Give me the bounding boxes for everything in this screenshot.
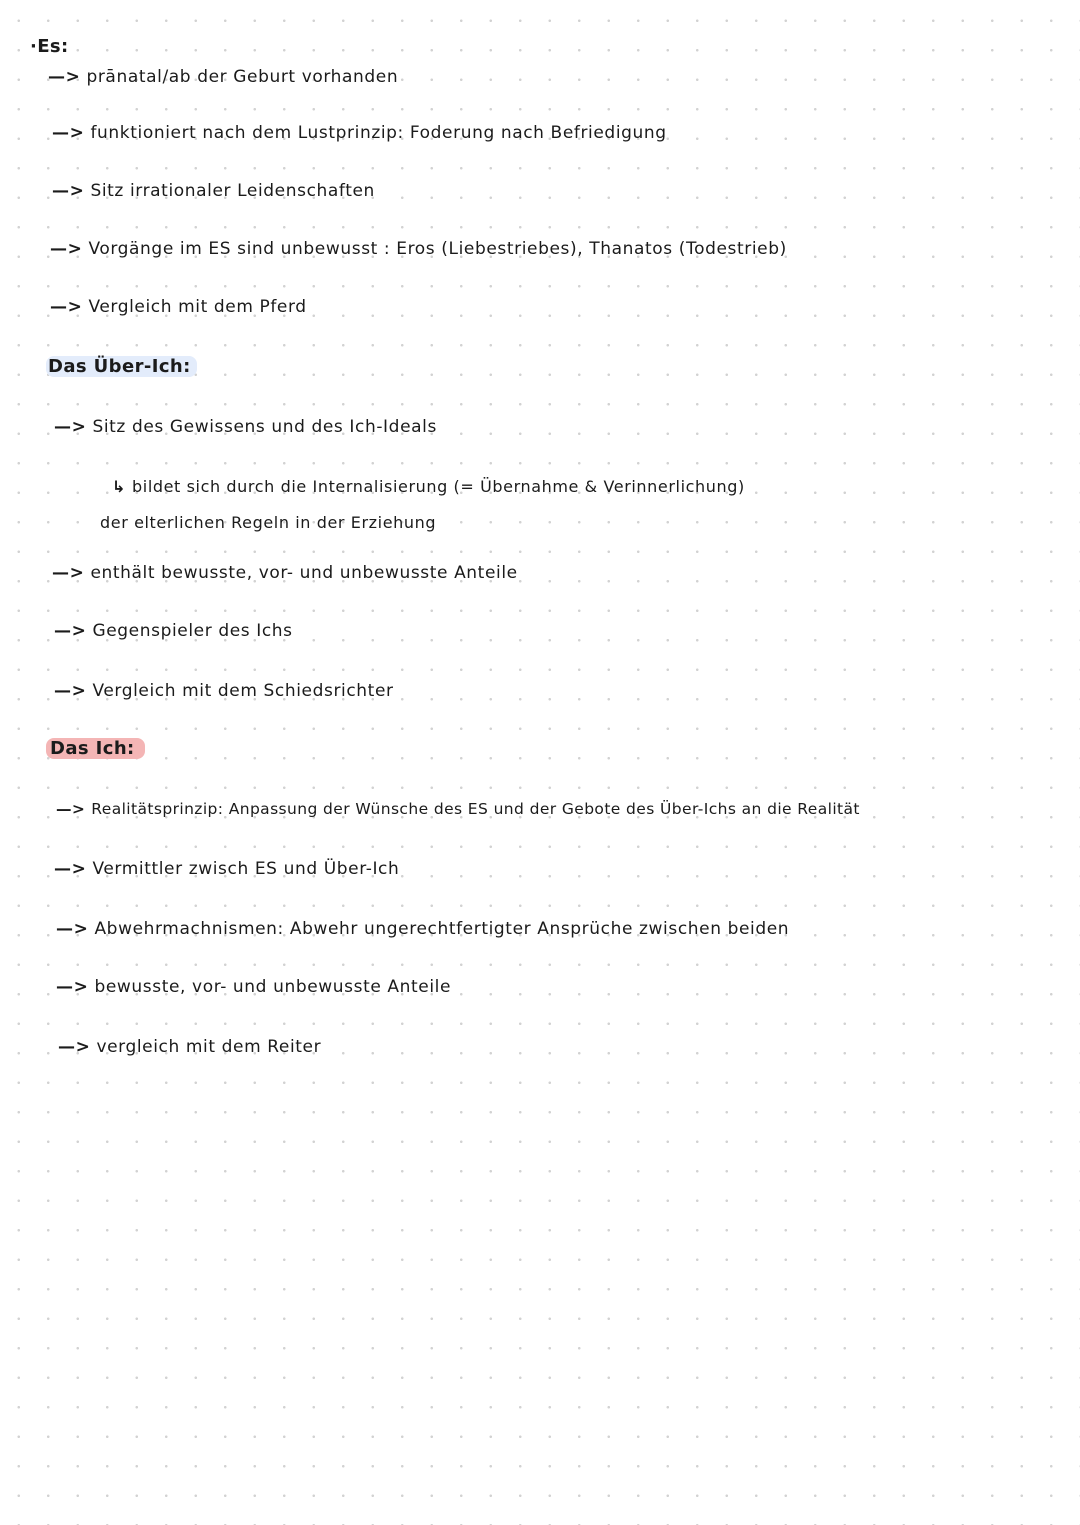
ueber-ich-subitem: ↳ bildet sich durch die Internalisierung (= Übernahme & Verinnerlichung) (112, 477, 745, 496)
es-item-1: —> prānatal/ab der Geburt vorhanden (48, 67, 399, 87)
arrow-icon: —> (50, 239, 83, 259)
arrow-icon: —> (52, 181, 85, 201)
ich-item-5: —> vergleich mit dem Reiter (58, 1037, 322, 1057)
es-item-4: —> Vorgänge im ES sind unbewusst : Eros (Liebestriebes), Thanatos (Todestrieb) (50, 239, 787, 259)
es-heading: ·Es: (30, 36, 69, 57)
arrow-icon: —> (54, 681, 87, 701)
arrow-icon: —> (52, 123, 85, 143)
ich-item-2: —> Vermittler zwisch ES und Über-Ich (54, 859, 400, 879)
arrow-icon: —> (50, 297, 83, 317)
arrow-icon: —> (52, 563, 85, 583)
arrow-icon: —> (58, 1037, 91, 1057)
ueber-ich-subitem-continuation: der elterlichen Regeln in der Erziehung (100, 513, 437, 532)
ich-item-1: —> Realitätsprinzip: Anpassung der Wünsche des ES und der Gebote des Über-Ichs an die Realität (56, 800, 860, 818)
es-item-5: —> Vergleich mit dem Pferd (50, 297, 307, 317)
ueber-ich-heading: Das Über-Ich: (46, 356, 197, 378)
hook-arrow-icon: ↳ (112, 477, 127, 496)
arrow-icon: —> (48, 67, 81, 87)
ich-heading: Das Ich: (46, 738, 145, 760)
ueber-ich-item-2: —> enthält bewusste, vor- und unbewusste Anteile (52, 563, 518, 583)
es-item-2: —> funktioniert nach dem Lustprinzip: Foderung nach Befriedigung (52, 123, 667, 143)
ich-item-4: —> bewusste, vor- und unbewusste Anteile (56, 977, 452, 997)
es-item-3: —> Sitz irrationaler Leidenschaften (52, 181, 375, 201)
ueber-ich-item-3: —> Gegenspieler des Ichs (54, 621, 293, 641)
arrow-icon: —> (54, 417, 87, 437)
arrow-icon: —> (54, 859, 87, 879)
ueber-ich-item-4: —> Vergleich mit dem Schiedsrichter (54, 681, 394, 701)
arrow-icon: —> (56, 977, 89, 997)
arrow-icon: —> (54, 621, 87, 641)
ueber-ich-item-1: —> Sitz des Gewissens und des Ich-Ideals (54, 417, 437, 437)
arrow-icon: —> (56, 800, 86, 818)
arrow-icon: —> (56, 919, 89, 939)
ich-item-3: —> Abwehrmachnismen: Abwehr ungerechtfertigter Ansprüche zwischen beiden (56, 919, 790, 939)
